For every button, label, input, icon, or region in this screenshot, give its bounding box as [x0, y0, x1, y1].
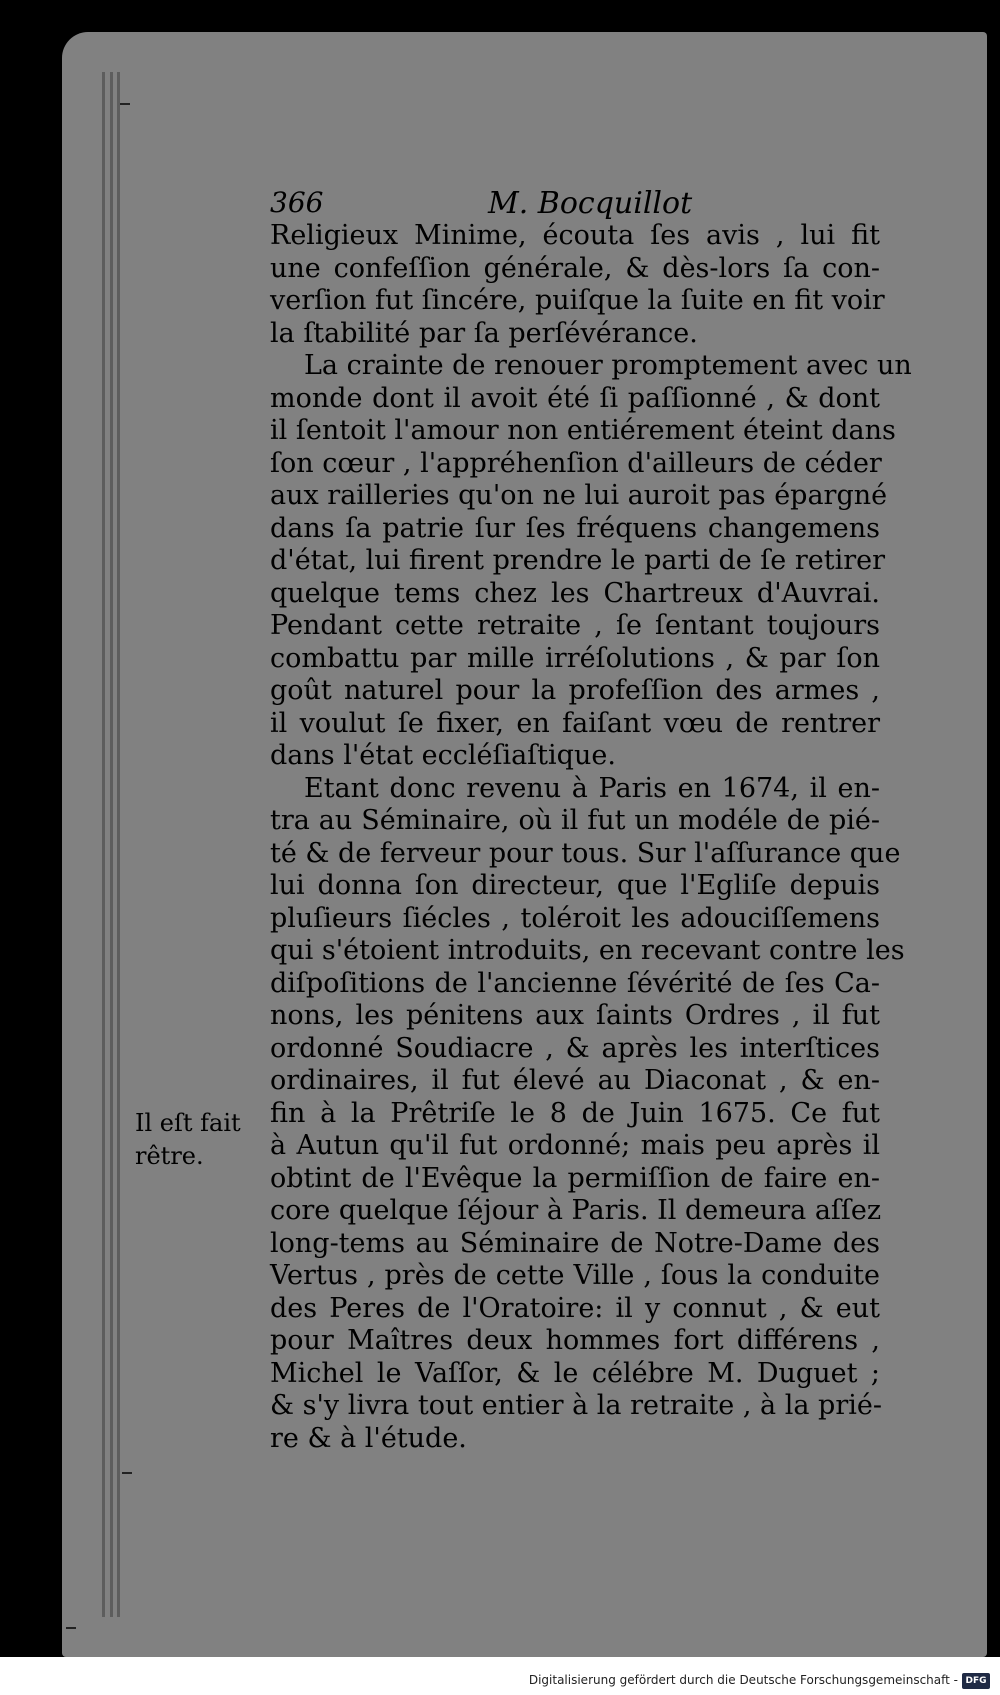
scan-speck: [122, 1472, 132, 1474]
scan-speck: [66, 1627, 76, 1629]
text-line: Vertus , près de cette Ville , ſous la conduite: [270, 1260, 880, 1291]
text-line: qui s'étoient introduits, en recevant contre les: [270, 935, 905, 966]
text-line: tra au Séminaire, où il fut un modéle de pié-: [270, 805, 880, 836]
text-line: ordinaires, il fut élevé au Diaconat , & en-: [270, 1065, 880, 1096]
text-line: lui donna ſon directeur, que l'Egliſe depuis: [270, 870, 880, 901]
text-line: quelque tems chez les Chartreux d'Auvrai.: [270, 577, 880, 609]
text-line: d'état, lui firent prendre le parti de ſe retirer: [270, 545, 886, 576]
text-line: Religieux Minime, écouta ſes avis , lui fit: [270, 220, 880, 251]
margin-note: [135, 1107, 275, 1173]
text-line: une confeſſion générale, & dès-lors ſa con-: [270, 252, 880, 284]
text-line: goût naturel pour la profeſſion des armes ,: [270, 675, 880, 706]
text-line: Pendant cette retraite , ſe ſentant toujours: [270, 610, 880, 641]
text-line: il ſentoit l'amour non entiérement éteint dans: [270, 415, 896, 446]
dfg-logo-icon: DFG: [962, 1673, 990, 1689]
text-line: diſpoſitions de l'ancienne ſévérité de ſes Ca-: [270, 967, 880, 999]
text-line: Etant donc revenu à Paris en 1674, il en-: [304, 772, 880, 804]
text-line: re & à l'étude.: [270, 1422, 467, 1454]
scan-speck: [120, 103, 130, 105]
text-line: core quelque ſéjour à Paris. Il demeura aſſez: [270, 1195, 882, 1226]
text-line: dans l'état eccléſiaſtique.: [270, 740, 616, 771]
running-title: M. Bocquillot: [488, 186, 693, 221]
margin-note-line: Il eſt fait: [135, 1109, 241, 1137]
text-line: ordonné Soudiacre , & après les interſtices: [270, 1032, 880, 1064]
text-line: pour Maîtres deux hommes fort différens ,: [270, 1325, 880, 1356]
footer-credit: Digitalisierung gefördert durch die Deutsche Forschungsgemeinschaft -: [528, 1673, 958, 1687]
text-line: des Peres de l'Oratoire: il y connut , & eut: [270, 1292, 880, 1324]
text-line: aux railleries qu'on ne lui auroit pas épargné: [270, 480, 888, 511]
page-number: 366: [270, 186, 324, 219]
text-line: long-tems au Séminaire de Notre-Dame des: [270, 1227, 880, 1259]
text-line: Michel le Vaſſor, & le célébre M. Duguet ;: [270, 1357, 880, 1389]
text-line: obtint de l'Evêque la permiſſion de faire en-: [270, 1162, 880, 1194]
text-line: combattu par mille irréſolutions , & par ſon: [270, 642, 880, 674]
text-line: ſon cœur , l'appréhenſion d'ailleurs de céder: [270, 447, 882, 479]
margin-note-line: rêtre.: [135, 1142, 204, 1170]
page-edge: [117, 72, 120, 1617]
text-line: il voulut ſe fixer, en faiſant vœu de rentrer: [270, 707, 880, 739]
text-line: & s'y livra tout entier à la retraite , à la prié-: [270, 1390, 882, 1421]
text-line: dans ſa patrie ſur ſes fréquens changemens: [270, 512, 880, 544]
text-line: fin à la Prêtriſe le 8 de Juin 1675. Ce fut: [270, 1097, 880, 1129]
text-line: té & de ferveur pour tous. Sur l'aſſurance que: [270, 837, 901, 869]
text-line: pluſieurs ſiécles , toléroit les adouciſſemens: [270, 902, 880, 934]
text-line: verſion fut ſincére, puiſque la ſuite en fit voir: [270, 285, 885, 316]
text-line: nons, les pénitens aux ſaints Ordres , il fut: [270, 1000, 880, 1031]
text-line: la ſtabilité par ſa perſévérance.: [270, 317, 698, 349]
digitization-footer: [0, 1657, 1000, 1695]
page-edge: [102, 72, 105, 1617]
text-line: La crainte de renouer promptement avec un: [304, 350, 912, 381]
body-text: [270, 220, 912, 1455]
text-line: monde dont il avoit été ſi paſſionné , & dont: [270, 382, 880, 414]
text-line: à Autun qu'il fut ordonné; mais peu après il: [270, 1130, 880, 1161]
page-edge: [110, 72, 113, 1617]
